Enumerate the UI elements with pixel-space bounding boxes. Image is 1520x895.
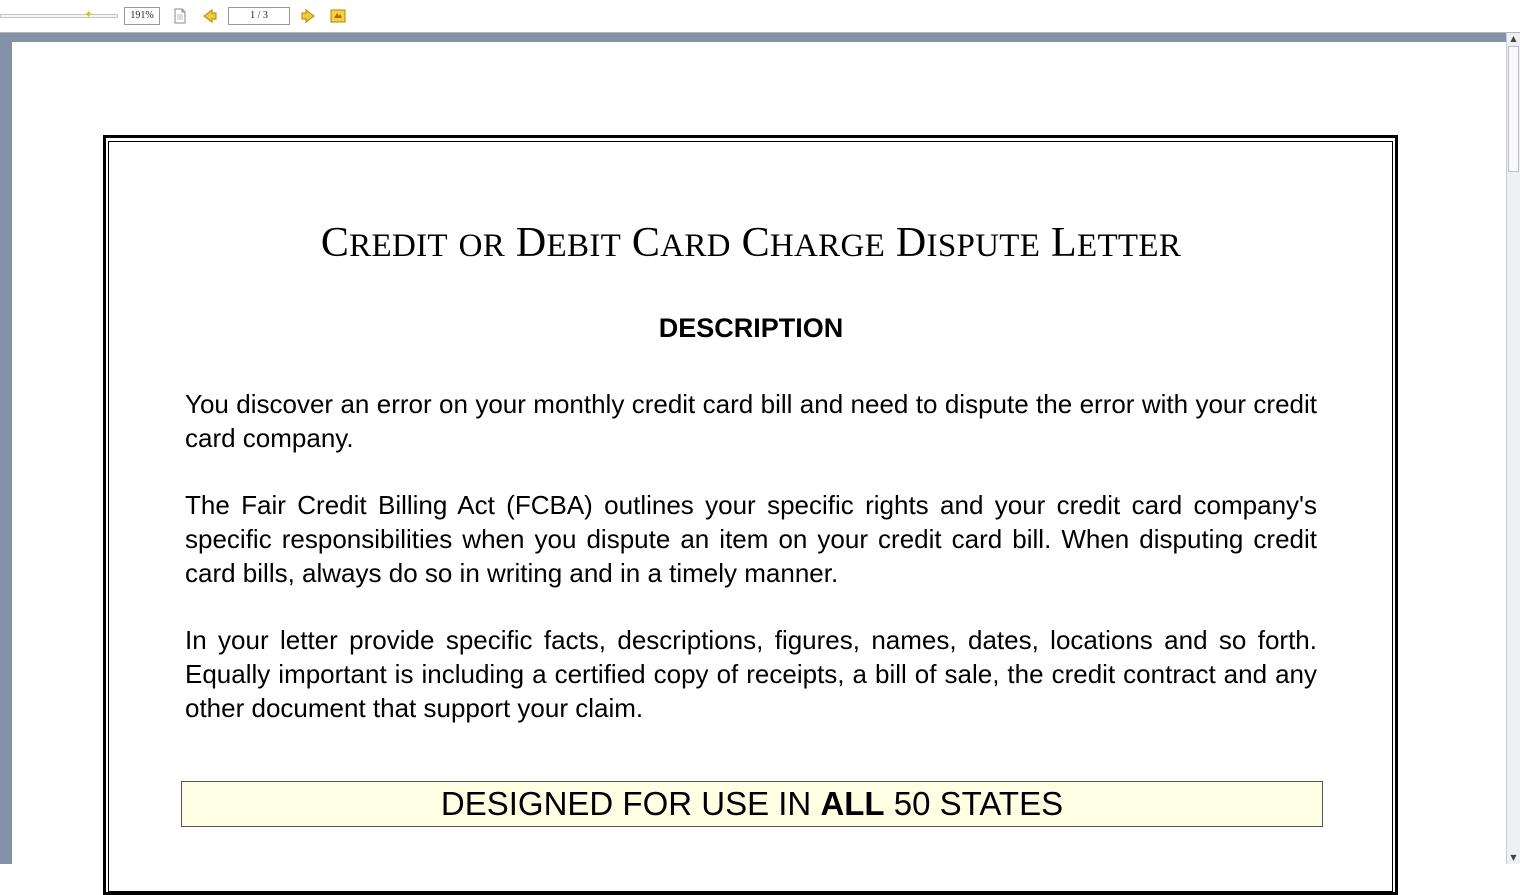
title-word: CHARGE: [741, 220, 886, 266]
vertical-scrollbar[interactable]: [1506, 33, 1520, 864]
banner-text-before: DESIGNED FOR USE IN: [440, 785, 821, 822]
page-number-field[interactable]: 1 / 3: [228, 7, 290, 25]
page-icon[interactable]: [172, 8, 188, 24]
paragraph-fcba: The Fair Credit Billing Act (FCBA) outlines your specific rights and your credit card company's specific responsibilities when you dispute an item on your credit card bill. When disputing credit card bills, always do so in writing and in a timely manner.: [185, 490, 1317, 588]
arrow-right-icon[interactable]: [300, 8, 316, 24]
scroll-down-arrow-icon[interactable]: ▼: [1510, 853, 1517, 862]
paragraph-intro: You discover an error on your monthly credit card bill and need to dispute the error with your credit card company.: [185, 389, 1317, 453]
zoom-slider[interactable]: [0, 14, 118, 18]
paragraph-letter-tips: In your letter provide specific facts, descriptions, figures, names, dates, locations and so forth. Equally important is including a certified copy of receipts, a bill of sale, the credit contract and any other document that support your claim.: [185, 625, 1317, 723]
scroll-up-arrow-icon[interactable]: ▲: [1510, 34, 1517, 43]
title-word: CARD: [631, 220, 731, 266]
banner-text-bold: ALL: [820, 785, 885, 822]
title-word: DEBIT: [515, 220, 622, 266]
zoom-slider-thumb[interactable]: ✦: [84, 8, 94, 21]
zoom-level-field[interactable]: 191%: [124, 7, 160, 25]
arrow-left-icon[interactable]: [202, 8, 218, 24]
document-title: [104, 219, 1398, 267]
section-heading: DESCRIPTION: [658, 313, 844, 343]
states-banner: [181, 781, 1323, 827]
scrollbar-thumb[interactable]: [1508, 46, 1519, 172]
pdf-toolbar: [0, 0, 1520, 33]
bookmark-icon[interactable]: [330, 8, 346, 24]
title-word: OR: [458, 228, 506, 264]
banner-text-after: 50 STATES: [884, 785, 1064, 822]
title-word: CREDIT: [320, 220, 448, 266]
title-word: DISPUTE: [895, 220, 1041, 266]
title-word: LETTER: [1051, 220, 1182, 266]
